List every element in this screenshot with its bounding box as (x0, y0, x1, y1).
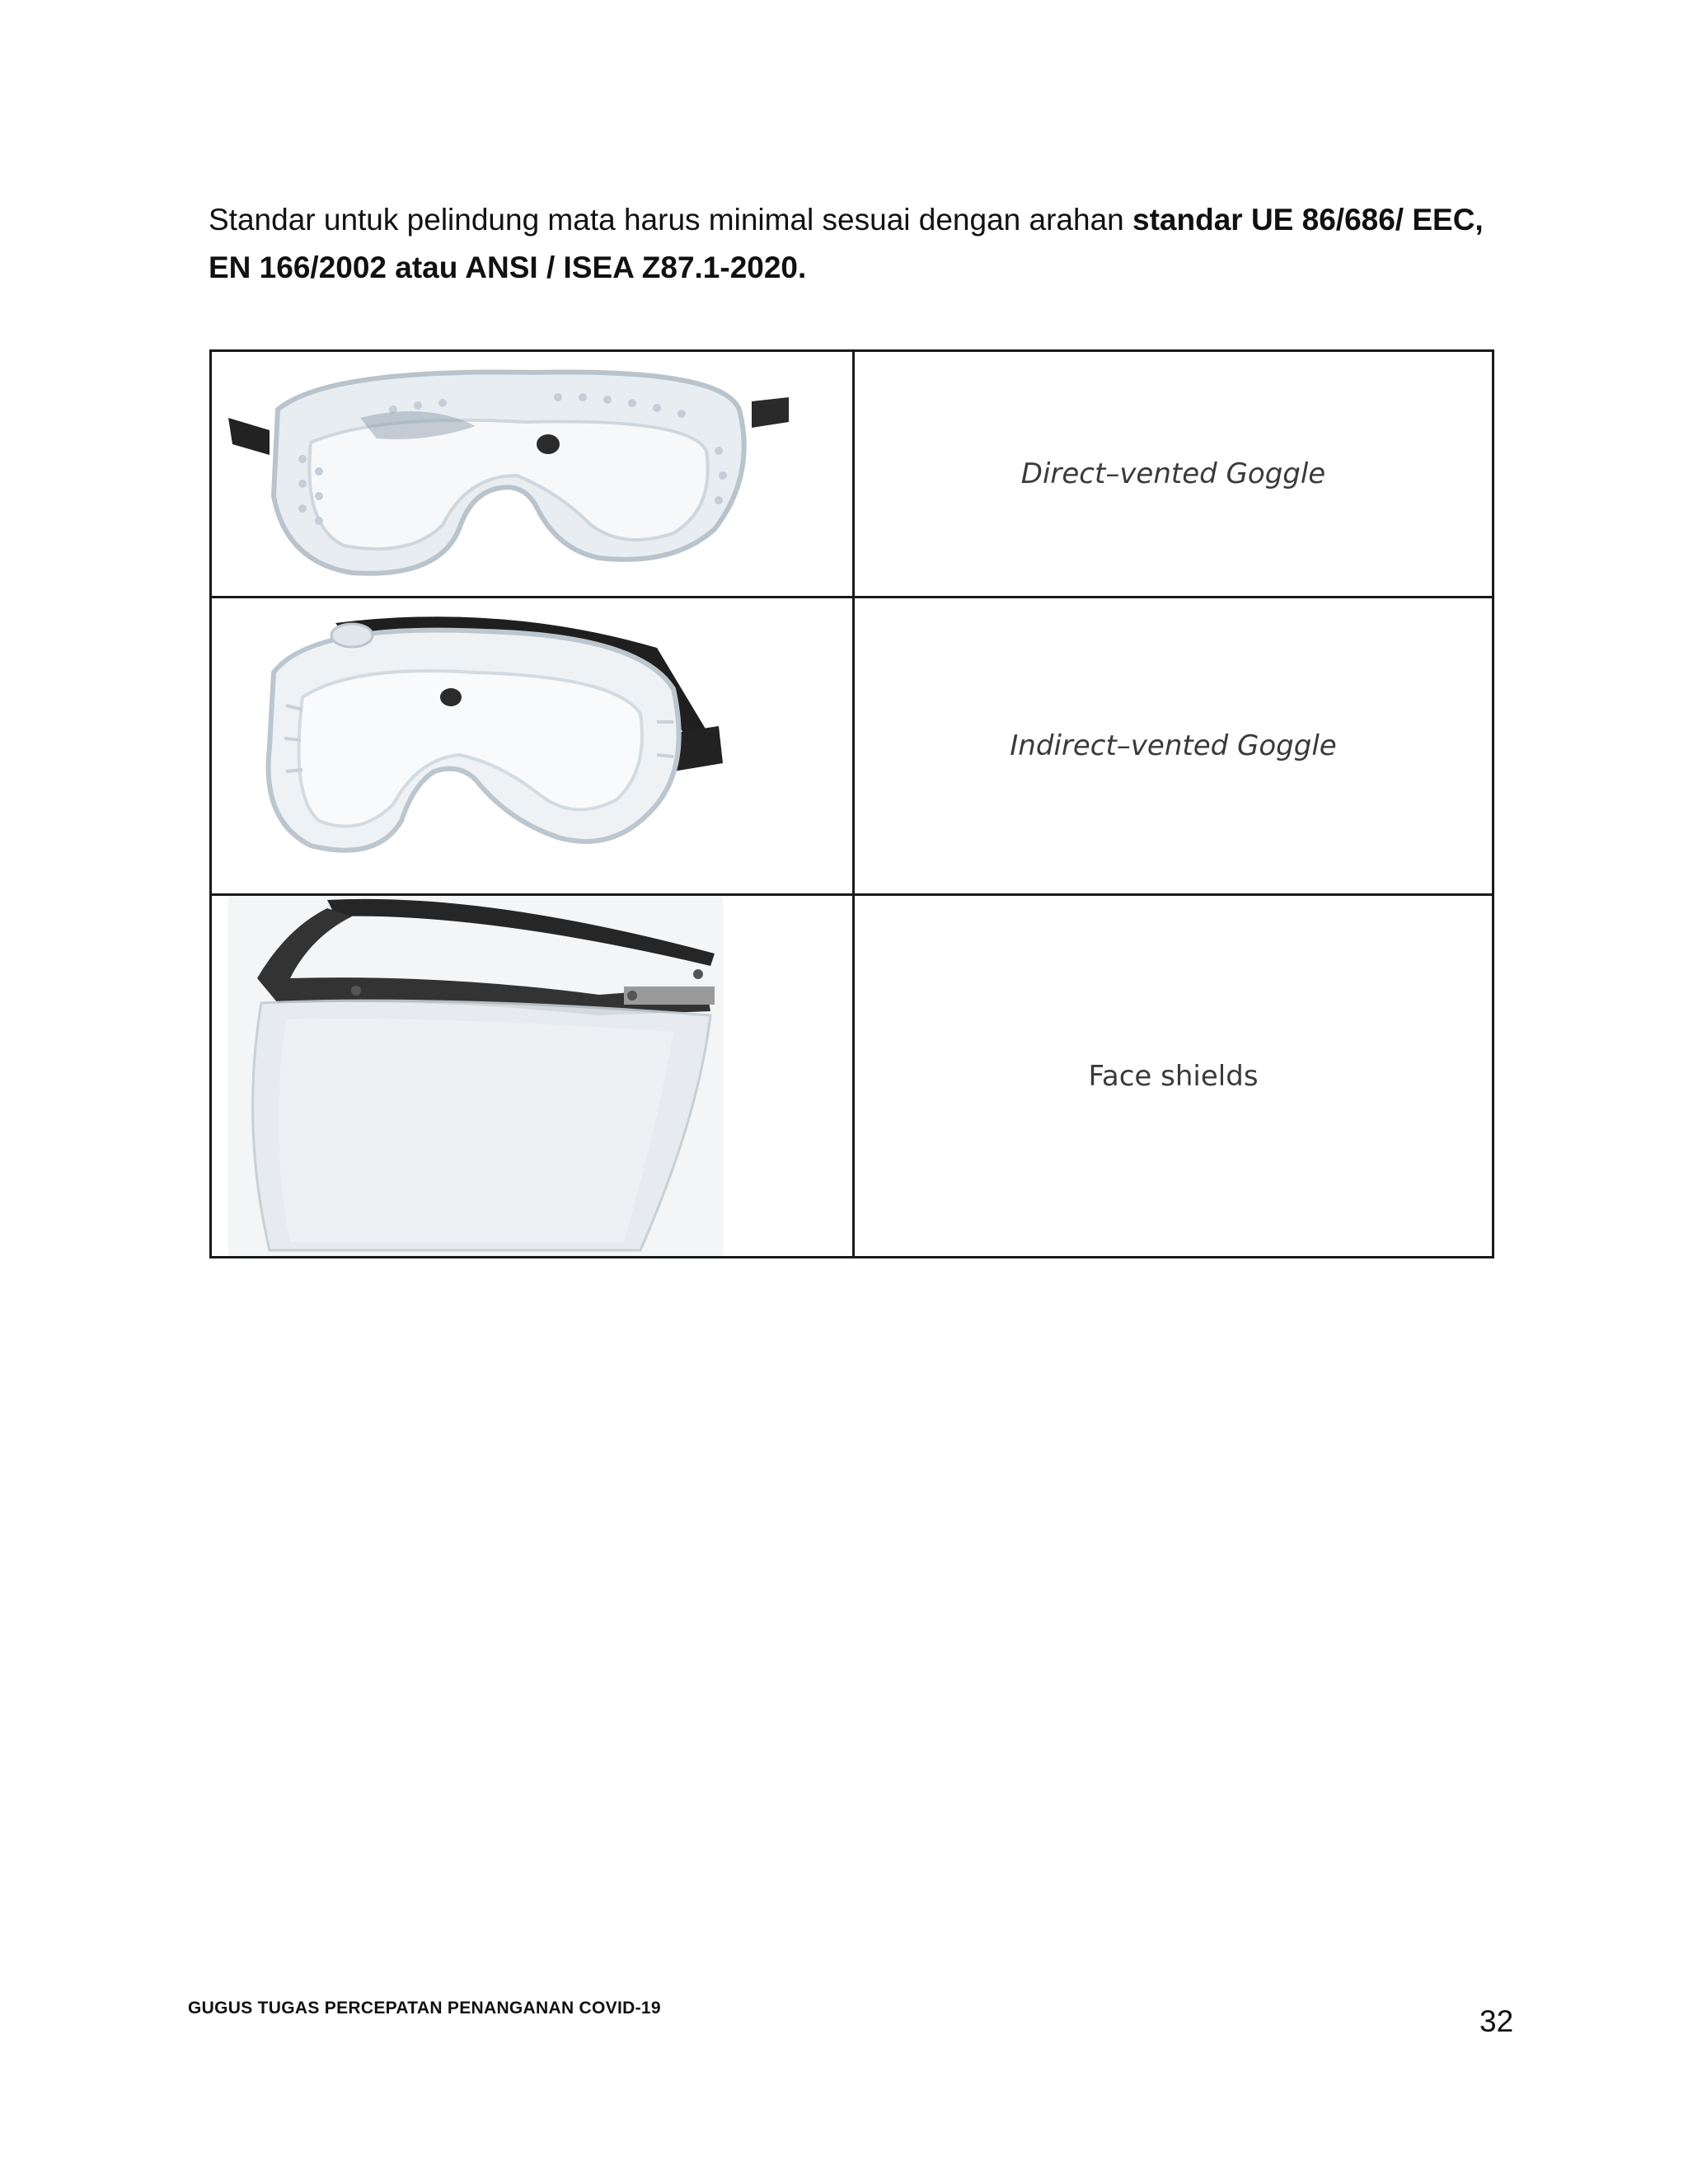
intro-paragraph (209, 196, 1494, 292)
intro-standards-bold: standar UE 86/686/ EEC, EN 166/2002 atau ANSI / ISEA Z87.1-2020. (209, 203, 1484, 284)
label-text: Face shields (1088, 1059, 1259, 1093)
table-row (211, 598, 1493, 895)
footer-organization: GUGUS TUGAS PERCEPATAN PENANGANAN COVID-19 (188, 1999, 661, 2018)
table-row (211, 895, 1493, 1258)
label-text: Indirect–vented Goggle (1010, 729, 1337, 762)
intro-text: Standar untuk pelindung mata harus minimal sesuai dengan arahan (209, 203, 1133, 237)
direct-vented-goggle-label (854, 351, 1493, 598)
eye-protection-table (209, 349, 1494, 1258)
indirect-vented-goggle-image-cell (211, 598, 854, 895)
face-shield-photo (212, 896, 847, 1256)
table-row (211, 351, 1493, 598)
face-shield-image-cell (211, 895, 854, 1258)
indirect-vented-goggle-photo (212, 598, 847, 893)
direct-vented-goggle-photo (212, 352, 847, 596)
indirect-vented-goggle-label (854, 598, 1493, 895)
page-number: 32 (1479, 2004, 1514, 2038)
direct-vented-goggle-image-cell (211, 351, 854, 598)
label-text: Direct–vented Goggle (1020, 457, 1326, 490)
face-shield-label (854, 895, 1493, 1258)
